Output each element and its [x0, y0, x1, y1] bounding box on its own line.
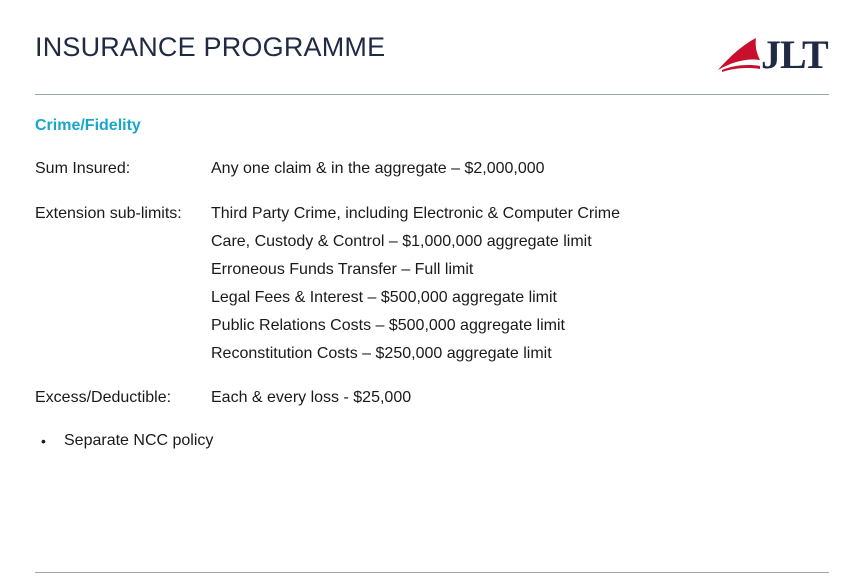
extension-item: Legal Fees & Interest – $500,000 aggregate limit: [211, 289, 557, 306]
extension-item: Reconstitution Costs – $250,000 aggregate limit: [211, 345, 552, 362]
extension-item: Public Relations Costs – $500,000 aggregate limit: [211, 317, 565, 334]
extension-item: Erroneous Funds Transfer – Full limit: [211, 261, 474, 278]
jlt-logo: [716, 34, 832, 80]
extension-item: Care, Custody & Control – $1,000,000 aggregate limit: [211, 233, 592, 250]
extension-item: Third Party Crime, including Electronic & Computer Crime: [211, 205, 621, 222]
logo-wordmark: JLT: [761, 32, 828, 77]
excess-value: Each & every loss - $25,000: [211, 389, 412, 406]
header-divider: [35, 94, 829, 95]
bullet-icon: •: [41, 433, 46, 449]
extensions-label: Extension sub-limits:: [35, 205, 182, 222]
sum-insured-label: Sum Insured:: [35, 160, 131, 177]
page-title: INSURANCE PROGRAMME: [35, 32, 386, 62]
excess-label: Excess/Deductible:: [35, 389, 172, 406]
sail-icon: [716, 36, 762, 76]
sum-insured-value: Any one claim & in the aggregate – $2,000,000: [211, 160, 545, 177]
footer-divider: [35, 572, 829, 573]
section-heading: Crime/Fidelity: [35, 117, 141, 134]
note-item: Separate NCC policy: [64, 432, 214, 449]
